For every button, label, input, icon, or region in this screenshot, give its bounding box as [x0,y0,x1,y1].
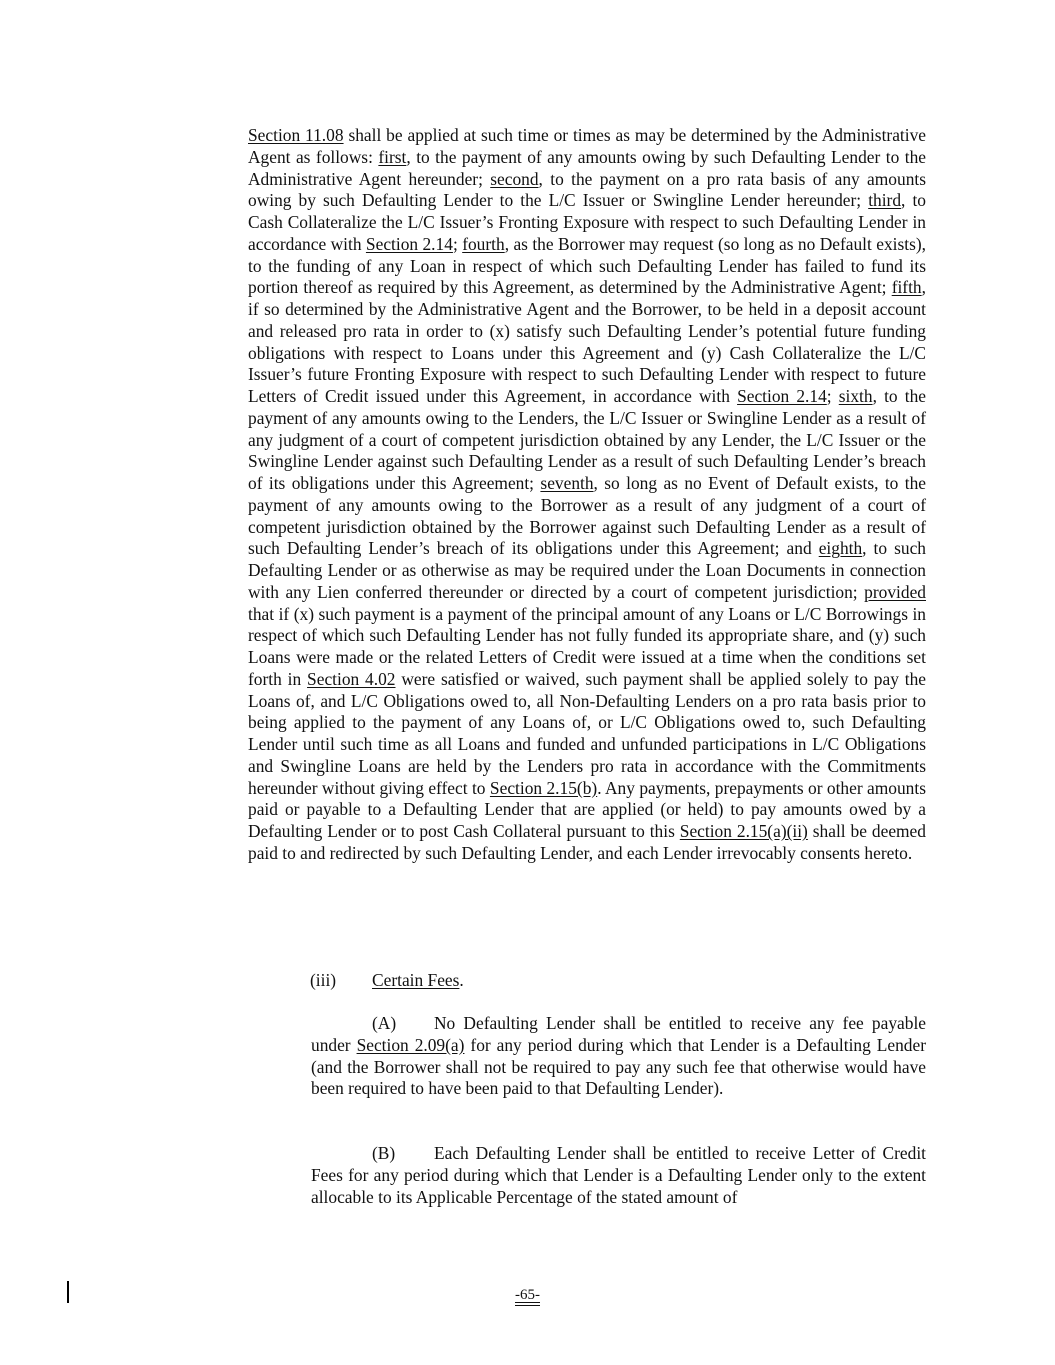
section-reference: Section 2.15(b) [489,777,598,798]
text-run: , to the payment of any amounts owing to the Lenders, the L/C Issuer or Swingline Lender as a result of any judgment of a court of competent jurisdiction obtained by any Lender, the L/C Issuer or the Swingline Lender against such Defaulting Lender as a result of such Defaulting Lender’s breach of its obligations under this Agreement; [248,386,926,493]
subsection-heading [310,970,464,992]
section-reference: Section 2.14 [737,386,827,406]
text-run: Each Defaulting Lender shall be entitled to receive Letter of Credit Fees for any period during which that Lender is a Defaulting Lender only to the extent allocable to its Applicable Percentage of the stated amount of [311,1143,926,1207]
text-run: . Any payments, prepayments or other amounts paid or payable to a Defaulting Lender that are applied (or held) to pay amounts owed by a Defaulting Lender or to post Cash Collateral pursuant to this [248,777,926,841]
clause-label: (B) [372,1143,396,1163]
text-run: , as the Borrower may request (so long as no Default exists), to the funding of any Loan in respect of which such Defaulting Lender has failed to fund its portion thereof as required by this Agreement, as determined by the Administrative Agent; [248,233,926,298]
section-reference: Section 2.09(a) [356,1034,465,1055]
text-run: were satisfied or waived, such payment shall be applied solely to pay the Loans of, and L/C Obligations owed to, all Non-Defaulting Lenders on a pro rata basis prior to being applied to the payment of any Loans of, or L/C Obligations owed to, such Defaulting Lender until such time as all Loans and funded and unfunded participations in L/C Obligations and Swingline Loans are held by the Lenders pro rata in accordance with the Commitments hereunder without giving effect to [248,668,926,798]
term-fifth: fifth [891,277,922,298]
page-number [0,1285,1055,1305]
clause-label: (A) [372,1013,397,1033]
text-run: No Defaulting Lender shall be entitled to receive any fee payable under [311,1013,926,1055]
text-run: ; [826,386,839,406]
text-run: shall be deemed paid to and redirected by such Defaulting Lender, and each Lender irrevocably consents hereto. [248,821,926,863]
main-paragraph [248,125,926,865]
text-run: , to the payment of any amounts owing by such Defaulting Lender to the Administrative Agent hereunder; [248,146,926,189]
text-run: , to such Defaulting Lender or as otherwise as may be required under the Loan Documents in connection with any Lien conferred thereunder or directed by a court of competent jurisdiction; [248,538,927,602]
text-run: shall be applied at such time or times as may be determined by the Administrative Agent as follows: [248,125,926,167]
term-seventh: seventh [540,473,594,493]
clause-b [311,1143,926,1208]
text-run: for any period during which that Lender is a Defaulting Lender (and the Borrower shall not be required to pay any such fee that otherwise would have been required to have been paid to that Defaulting Lender). [311,1034,926,1099]
text-run: , so long as no Event of Default exists, to the payment of any amounts owing to the Borrower as a result of any judgment of a court of competent jurisdiction obtained by the Borrower against such Defaulting Lender as a result of such Defaulting Lender’s breach of its obligations under this Agreement; and [248,473,926,559]
term-fourth: fourth [462,233,505,254]
section-reference: Section 11.08 [248,125,344,145]
text-run: ; [452,233,463,254]
term-eighth: eighth [818,538,863,559]
heading-punctuation: . [459,970,464,990]
term-first: first [378,146,407,167]
term-second: second [490,168,539,189]
page-number-text: -65- [515,1287,540,1303]
text-run: , to Cash Collateralize the L/C Issuer’s Fronting Exposure with respect to such Defaulting Lender in accordance with [248,190,926,254]
section-reference: Section 2.14 [365,233,453,254]
section-reference: Section 4.02 [307,668,396,689]
subsection-title: Certain Fees [372,970,460,990]
term-sixth: sixth [838,386,873,406]
section-reference: Section 2.15(a)(ii) [679,821,808,841]
term-third: third [868,190,902,211]
term-provided: provided [864,581,926,602]
clause-a [311,1013,926,1100]
text-run: that if (x) such payment is a payment of the principal amount of any Loans or L/C Borrowings in respect of which such Defaulting Lender has not fully funded its appropriate share, and (y) such Loans were made or the related Letters of Credit were issued at a time when the conditions set forth in [248,603,926,689]
text-run: , to the payment on a pro rata basis of any amounts owing by such Defaulting Lender to the L/C Issuer or Swingline Lender hereunder; [248,168,926,211]
text-run: , if so determined by the Administrative Agent and the Borrower, to be held in a deposit account and released pro rata in order to (x) satisfy such Defaulting Lender’s potential future funding obligations with respect to Loans under this Agreement and (y) Cash Collateralize the L/C Issuer’s future Fronting Exposure with respect to such Defaulting Lender with respect to future Letters of Credit issued under this Agreement, in accordance with [248,277,926,406]
subsection-number: (iii) [310,970,337,990]
